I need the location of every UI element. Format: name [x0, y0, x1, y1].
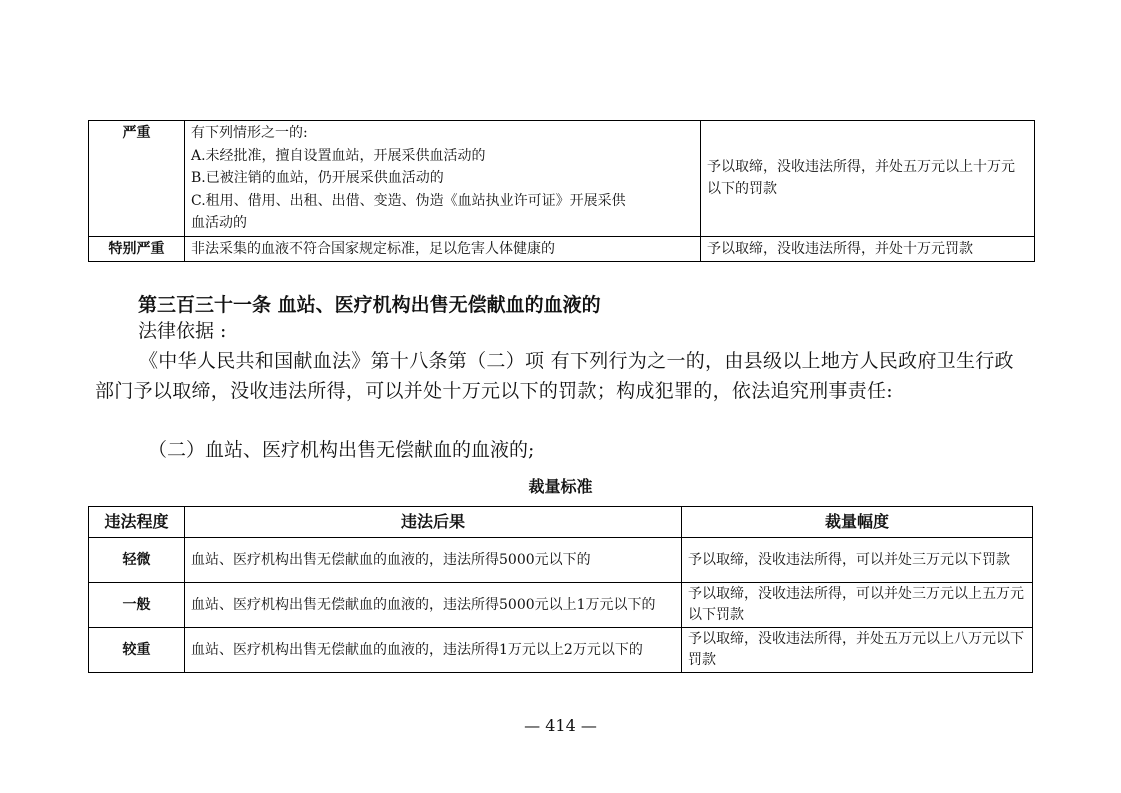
consequence-cell: 血站、医疗机构出售无偿献血的血液的，违法所得5000元以下的 — [185, 538, 682, 583]
penalty-cell: 予以取缔，没收违法所得，并处五万元以上八万元以下罚款 — [682, 628, 1033, 673]
severity-cell: 严重 — [89, 121, 185, 237]
table-row — [89, 538, 1033, 583]
severity-cell: 一般 — [89, 583, 185, 628]
article-title: 第三百三十一条 血站、医疗机构出售无偿献血的血液的 — [138, 294, 601, 316]
page-number: — 414 — — [524, 716, 597, 735]
consequence-cell — [185, 121, 701, 237]
table-row — [89, 583, 1033, 628]
legal-basis-label: 法律依据 : — [138, 320, 227, 342]
table-row — [89, 121, 1035, 237]
table-row — [89, 628, 1033, 673]
penalty-cell: 予以取缔，没收违法所得，可以并处三万元以上五万元以下罚款 — [682, 583, 1033, 628]
law-text: 《中华人民共和国献血法》第十八条第（二）项 有下列行为之一的，由县级以上地方人民政府卫生行政部门予以取缔，没收违法所得，可以并处十万元以下的罚款；构成犯罪的，依法追究刑事责任: — [95, 350, 1014, 402]
severity-cell: 特别严重 — [89, 236, 185, 262]
consequence-line: 有下列情形之一的: — [191, 125, 308, 141]
consequence-cell: 非法采集的血液不符合国家规定标准，足以危害人体健康的 — [185, 236, 701, 262]
standard-title: 裁量标准 — [528, 477, 593, 496]
table-header-row — [89, 507, 1033, 538]
consequence-cell: 血站、医疗机构出售无偿献血的血液的，违法所得1万元以上2万元以下的 — [185, 628, 682, 673]
consequence-line: C.租用、借用、出租、出借、变造、伪造《血站执业许可证》开展采供 — [191, 192, 626, 209]
table-row — [89, 236, 1035, 262]
column-header: 裁量幅度 — [682, 507, 1033, 538]
penalty-cell: 予以取缔，没收违法所得，可以并处三万元以下罚款 — [682, 538, 1033, 583]
discretion-standard-table — [88, 506, 1033, 673]
consequence-line: B.已被注销的血站，仍开展采供血活动的 — [191, 170, 444, 186]
column-header: 违法后果 — [185, 507, 682, 538]
consequence-cell: 血站、医疗机构出售无偿献血的血液的，违法所得5000元以上1万元以下的 — [185, 583, 682, 628]
penalty-cell: 予以取缔，没收违法所得，并处十万元罚款 — [701, 236, 1035, 262]
consequence-line: 血活动的 — [191, 215, 247, 231]
consequence-line: A.未经批准，擅自设置血站，开展采供血活动的 — [191, 147, 486, 164]
penalty-table-continued — [88, 120, 1035, 262]
law-item: （二）血站、医疗机构出售无偿献血的血液的; — [148, 439, 535, 461]
column-header: 违法程度 — [89, 507, 185, 538]
penalty-cell: 予以取缔，没收违法所得，并处五万元以上十万元以下的罚款 — [701, 121, 1035, 237]
severity-cell: 轻微 — [89, 538, 185, 583]
severity-cell: 较重 — [89, 628, 185, 673]
